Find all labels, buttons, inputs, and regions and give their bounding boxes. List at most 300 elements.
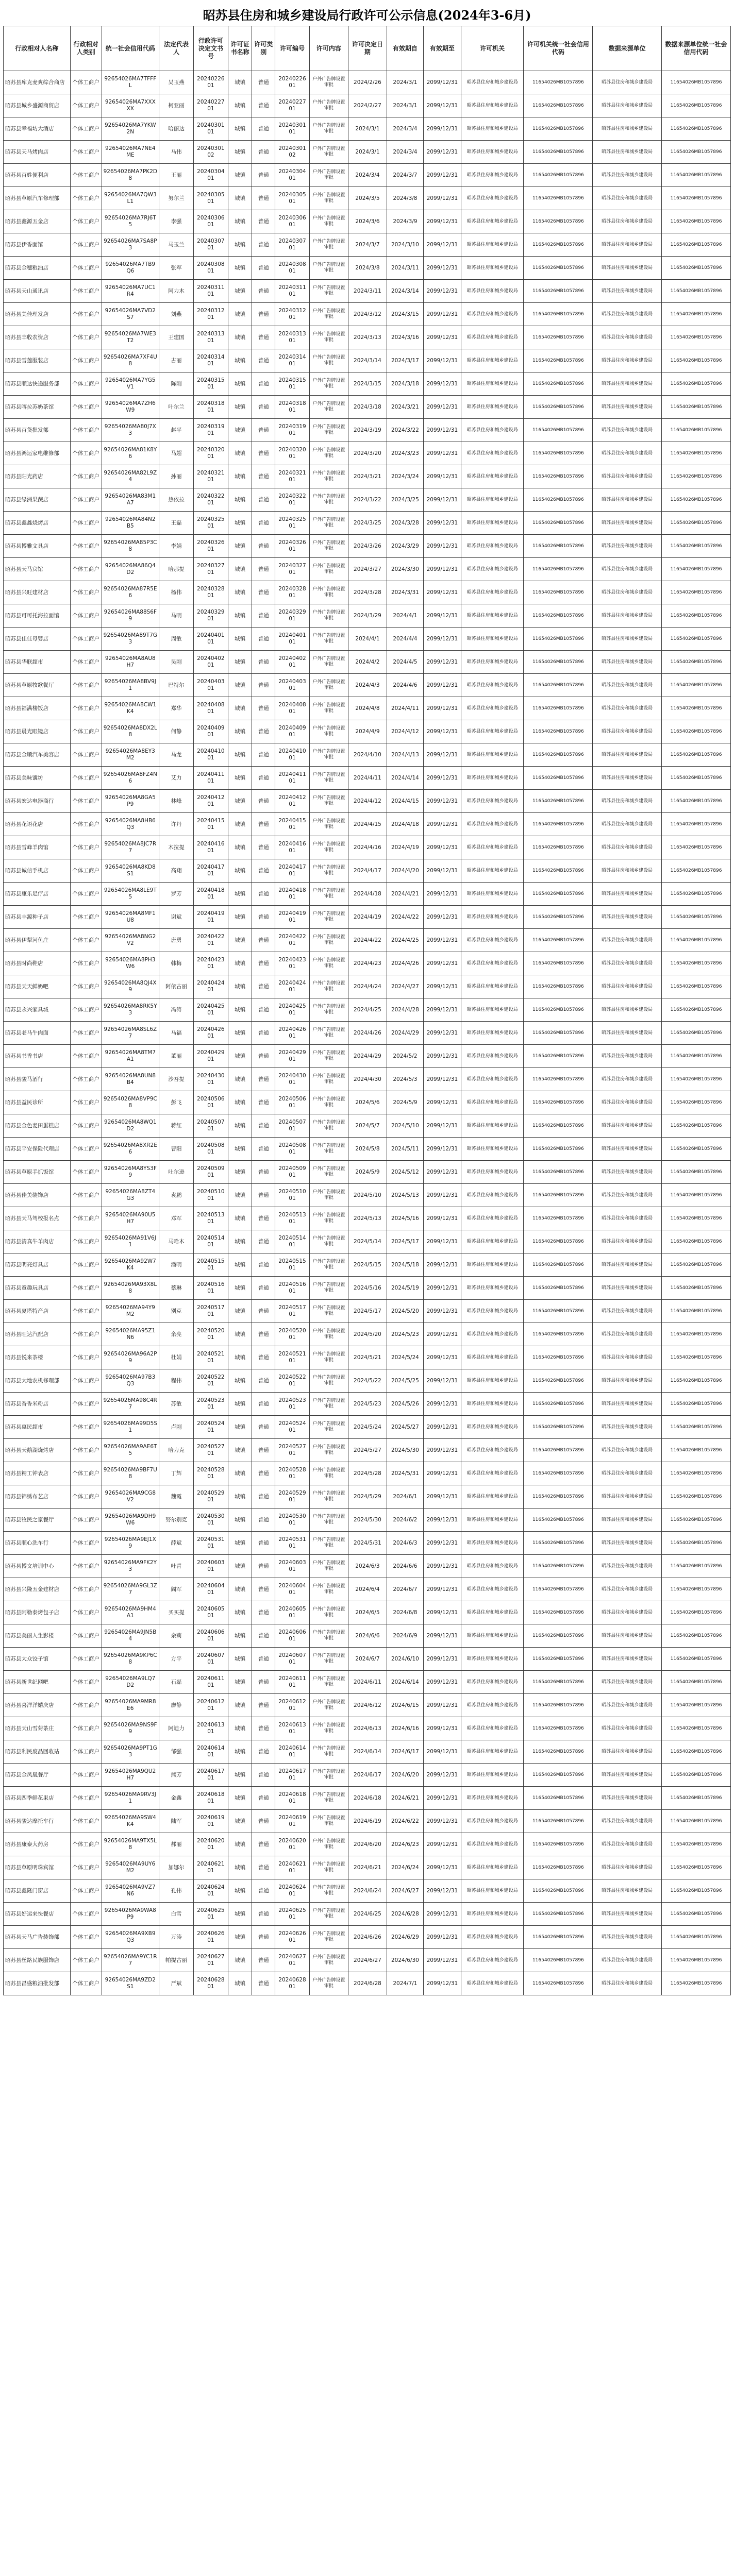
table-cell: 户外广告牌设置审批 bbox=[309, 210, 348, 233]
table-row bbox=[4, 1369, 731, 1393]
table-cell: 2024041201 bbox=[193, 790, 228, 813]
table-cell: 2024052901 bbox=[275, 1485, 310, 1509]
table-cell: 城镇 bbox=[228, 512, 252, 535]
table-cell: 昭苏县顺达快递服务部 bbox=[4, 372, 71, 396]
table-cell: 2024/3/31 bbox=[387, 581, 423, 604]
table-cell: 个体工商户 bbox=[70, 465, 102, 488]
table-cell: 11654026MB1057896 bbox=[524, 1648, 593, 1671]
table-cell: 2024060701 bbox=[193, 1648, 228, 1671]
table-cell: 11654026MB1057896 bbox=[662, 1207, 731, 1230]
table-cell: 普通 bbox=[252, 929, 275, 952]
table-cell: 2024052701 bbox=[193, 1439, 228, 1462]
table-cell: 11654026MB1057896 bbox=[524, 1810, 593, 1833]
table-cell: 2099/12/31 bbox=[423, 1578, 461, 1601]
table-cell: 昭苏县鸿运家电维修部 bbox=[4, 442, 71, 465]
table-cell: 2024030701 bbox=[275, 233, 310, 257]
table-cell: 2024/6/11 bbox=[348, 1671, 387, 1694]
table-cell: 昭苏县住房和城乡建设局 bbox=[593, 535, 662, 558]
table-cell: 普通 bbox=[252, 419, 275, 442]
table-cell: 2024032901 bbox=[193, 604, 228, 628]
table-cell: 92654026MA8CW1K4 bbox=[102, 697, 159, 720]
table-cell: 92654026MA88S6F9 bbox=[102, 604, 159, 628]
table-cell: 昭苏县住房和城乡建设局 bbox=[593, 465, 662, 488]
table-cell: 普通 bbox=[252, 488, 275, 512]
table-cell: 11654026MB1057896 bbox=[662, 604, 731, 628]
table-row bbox=[4, 604, 731, 628]
table-cell: 廖静 bbox=[159, 1694, 194, 1717]
table-cell: 普通 bbox=[252, 1694, 275, 1717]
table-cell: 李强 bbox=[159, 210, 194, 233]
table-cell: 昭苏县住房和城乡建设局 bbox=[593, 257, 662, 280]
table-cell: 2099/12/31 bbox=[423, 1485, 461, 1509]
table-cell: 普通 bbox=[252, 1555, 275, 1578]
table-cell: 2099/12/31 bbox=[423, 1114, 461, 1138]
table-cell: 2024051501 bbox=[193, 1253, 228, 1277]
table-cell: 2024041101 bbox=[275, 767, 310, 790]
table-cell: 昭苏县住房和城乡建设局 bbox=[593, 512, 662, 535]
table-cell: 昭苏县住房和城乡建设局 bbox=[461, 1138, 524, 1161]
table-cell: 个体工商户 bbox=[70, 1277, 102, 1300]
table-cell: 11654026MB1057896 bbox=[662, 790, 731, 813]
table-cell: 昭苏县住房和城乡建设局 bbox=[593, 1346, 662, 1369]
table-cell: 2024/3/1 bbox=[387, 94, 423, 117]
table-cell: 昭苏县喜洋洋婚庆店 bbox=[4, 1694, 71, 1717]
table-cell: 2024/6/14 bbox=[348, 1740, 387, 1764]
table-cell: 昭苏县福满楼饭店 bbox=[4, 697, 71, 720]
table-cell: 城镇 bbox=[228, 535, 252, 558]
table-cell: 户外广告牌设置审批 bbox=[309, 674, 348, 697]
table-row bbox=[4, 906, 731, 929]
table-cell: 11654026MB1057896 bbox=[662, 141, 731, 164]
table-cell: 11654026MB1057896 bbox=[662, 1230, 731, 1253]
table-row bbox=[4, 1230, 731, 1253]
table-cell: 92654026MA7PK2D8 bbox=[102, 164, 159, 187]
table-cell: 户外广告牌设置审批 bbox=[309, 164, 348, 187]
table-cell: 昭苏县住房和城乡建设局 bbox=[461, 1462, 524, 1485]
table-cell: 2024031801 bbox=[275, 396, 310, 419]
table-cell: 2024062001 bbox=[275, 1833, 310, 1856]
table-cell: 2024062501 bbox=[193, 1903, 228, 1926]
table-cell: 11654026MB1057896 bbox=[662, 349, 731, 372]
table-cell: 2024/4/15 bbox=[348, 813, 387, 836]
table-cell: 2024032501 bbox=[193, 512, 228, 535]
table-row bbox=[4, 1648, 731, 1671]
table-cell: 个体工商户 bbox=[70, 280, 102, 303]
table-cell: 92654026MA80J7X3 bbox=[102, 419, 159, 442]
table-cell: 昭苏县住房和城乡建设局 bbox=[461, 1578, 524, 1601]
table-cell: 昭苏县住房和城乡建设局 bbox=[461, 929, 524, 952]
table-cell: 11654026MB1057896 bbox=[524, 1694, 593, 1717]
table-cell: 11654026MB1057896 bbox=[662, 1022, 731, 1045]
table-cell: 昭苏县草原明珠宾馆 bbox=[4, 1856, 71, 1879]
table-cell: 2099/12/31 bbox=[423, 1648, 461, 1671]
table-cell: 2099/12/31 bbox=[423, 859, 461, 883]
table-cell: 11654026MB1057896 bbox=[662, 1369, 731, 1393]
table-cell: 昭苏县住房和城乡建设局 bbox=[593, 1509, 662, 1532]
table-cell: 昭苏县住房和城乡建设局 bbox=[461, 651, 524, 674]
table-cell: 昭苏县天天鲜奶吧 bbox=[4, 975, 71, 998]
table-cell: 2099/12/31 bbox=[423, 1184, 461, 1207]
table-cell: 2024/4/27 bbox=[387, 975, 423, 998]
table-cell: 昭苏县书香书店 bbox=[4, 1045, 71, 1068]
table-cell: 城镇 bbox=[228, 720, 252, 743]
table-cell: 2024/3/23 bbox=[387, 442, 423, 465]
table-cell: 11654026MB1057896 bbox=[524, 1856, 593, 1879]
table-cell: 2024/6/21 bbox=[387, 1787, 423, 1810]
table-row bbox=[4, 1926, 731, 1949]
table-cell: 个体工商户 bbox=[70, 651, 102, 674]
table-cell: 王丽 bbox=[159, 164, 194, 187]
table-cell: 2024041001 bbox=[275, 743, 310, 767]
table-cell: 2099/12/31 bbox=[423, 465, 461, 488]
table-cell: 普通 bbox=[252, 233, 275, 257]
table-row bbox=[4, 859, 731, 883]
table-cell: 昭苏县悦来茶楼 bbox=[4, 1346, 71, 1369]
table-cell: 罗芳 bbox=[159, 883, 194, 906]
table-row bbox=[4, 1856, 731, 1879]
table-cell: 户外广告牌设置审批 bbox=[309, 836, 348, 859]
table-cell: 2024030801 bbox=[275, 257, 310, 280]
table-cell: 个体工商户 bbox=[70, 883, 102, 906]
table-cell: 2099/12/31 bbox=[423, 512, 461, 535]
table-cell: 个体工商户 bbox=[70, 303, 102, 326]
table-cell: 昭苏县住房和城乡建设局 bbox=[461, 767, 524, 790]
table-cell: 92654026MA9BF7U8 bbox=[102, 1462, 159, 1485]
table-cell: 2024/6/12 bbox=[348, 1694, 387, 1717]
table-cell: 2024042501 bbox=[275, 998, 310, 1022]
table-cell: 普通 bbox=[252, 94, 275, 117]
table-cell: 马超 bbox=[159, 442, 194, 465]
table-cell: 2024/5/21 bbox=[348, 1346, 387, 1369]
table-cell: 2024052201 bbox=[275, 1369, 310, 1393]
table-cell: 11654026MB1057896 bbox=[662, 1439, 731, 1462]
table-cell: 昭苏县住房和城乡建设局 bbox=[593, 1416, 662, 1439]
table-cell: 普通 bbox=[252, 558, 275, 581]
table-cell: 2024041801 bbox=[193, 883, 228, 906]
table-cell: 92654026MA8JC7R7 bbox=[102, 836, 159, 859]
table-cell: 普通 bbox=[252, 581, 275, 604]
table-cell: 2024/4/20 bbox=[387, 859, 423, 883]
table-cell: 城镇 bbox=[228, 813, 252, 836]
table-cell: 2024/4/16 bbox=[348, 836, 387, 859]
table-cell: 普通 bbox=[252, 1810, 275, 1833]
table-cell: 户外广告牌设置审批 bbox=[309, 1346, 348, 1369]
table-cell: 昭苏县时尚鞋店 bbox=[4, 952, 71, 975]
table-cell: 昭苏县住房和城乡建设局 bbox=[593, 349, 662, 372]
table-cell: 个体工商户 bbox=[70, 581, 102, 604]
table-cell: 11654026MB1057896 bbox=[524, 1764, 593, 1787]
table-cell: 2024/6/24 bbox=[348, 1879, 387, 1903]
table-cell: 2024041801 bbox=[275, 883, 310, 906]
table-cell: 普通 bbox=[252, 1300, 275, 1323]
table-cell: 2024/5/30 bbox=[387, 1439, 423, 1462]
table-cell: 2024040901 bbox=[193, 720, 228, 743]
table-cell: 11654026MB1057896 bbox=[524, 1277, 593, 1300]
table-cell: 92654026MA7YG5V1 bbox=[102, 372, 159, 396]
table-cell: 2024/6/23 bbox=[387, 1833, 423, 1856]
table-cell: 2024041701 bbox=[275, 859, 310, 883]
table-row bbox=[4, 1300, 731, 1323]
table-cell: 普通 bbox=[252, 1138, 275, 1161]
table-cell: 昭苏县住房和城乡建设局 bbox=[461, 535, 524, 558]
table-cell: 个体工商户 bbox=[70, 1207, 102, 1230]
table-cell: 户外广告牌设置审批 bbox=[309, 975, 348, 998]
table-cell: 11654026MB1057896 bbox=[662, 71, 731, 94]
table-cell: 个体工商户 bbox=[70, 628, 102, 651]
table-cell: 92654026MA8BV9J1 bbox=[102, 674, 159, 697]
table-cell: 昭苏县住房和城乡建设局 bbox=[593, 1578, 662, 1601]
table-row bbox=[4, 883, 731, 906]
table-row bbox=[4, 1138, 731, 1161]
table-cell: 昭苏县宏达电器商行 bbox=[4, 790, 71, 813]
table-cell: 个体工商户 bbox=[70, 813, 102, 836]
table-cell: 户外广告牌设置审批 bbox=[309, 488, 348, 512]
table-cell: 城镇 bbox=[228, 1648, 252, 1671]
table-cell: 2024/6/3 bbox=[348, 1555, 387, 1578]
table-cell: 普通 bbox=[252, 975, 275, 998]
table-cell: 普通 bbox=[252, 1717, 275, 1740]
table-cell: 11654026MB1057896 bbox=[662, 836, 731, 859]
table-cell: 普通 bbox=[252, 1045, 275, 1068]
table-cell: 户外广告牌设置审批 bbox=[309, 1393, 348, 1416]
table-cell: 买买提 bbox=[159, 1601, 194, 1624]
table-cell: 个体工商户 bbox=[70, 1509, 102, 1532]
column-header: 许可证书名称 bbox=[228, 26, 252, 71]
table-cell: 92654026MA97B3Q3 bbox=[102, 1369, 159, 1393]
table-cell: 热依拉 bbox=[159, 488, 194, 512]
table-cell: 2024/6/19 bbox=[348, 1810, 387, 1833]
table-cell: 董丽 bbox=[159, 1045, 194, 1068]
table-cell: 普通 bbox=[252, 164, 275, 187]
table-cell: 昭苏县住房和城乡建设局 bbox=[593, 929, 662, 952]
table-cell: 普通 bbox=[252, 1671, 275, 1694]
table-cell: 户外广告牌设置审批 bbox=[309, 1810, 348, 1833]
table-cell: 昭苏县伊犁河鱼庄 bbox=[4, 929, 71, 952]
table-cell: 2024030601 bbox=[275, 210, 310, 233]
table-row bbox=[4, 1091, 731, 1114]
table-cell: 2099/12/31 bbox=[423, 743, 461, 767]
table-cell: 2024/5/13 bbox=[387, 1184, 423, 1207]
table-cell: 昭苏县住房和城乡建设局 bbox=[461, 1787, 524, 1810]
table-cell: 11654026MB1057896 bbox=[524, 1230, 593, 1253]
table-cell: 2024/4/2 bbox=[348, 651, 387, 674]
table-cell: 普通 bbox=[252, 257, 275, 280]
table-cell: 92654026MA8VP9C8 bbox=[102, 1091, 159, 1114]
table-cell: 昭苏县康乐足疗店 bbox=[4, 883, 71, 906]
table-cell: 2024060301 bbox=[275, 1555, 310, 1578]
table-cell: 城镇 bbox=[228, 1926, 252, 1949]
table-cell: 普通 bbox=[252, 1230, 275, 1253]
table-cell: 普通 bbox=[252, 1624, 275, 1648]
table-cell: 2024030102 bbox=[193, 141, 228, 164]
table-cell: 城镇 bbox=[228, 349, 252, 372]
table-cell: 92654026MA8SL6Z7 bbox=[102, 1022, 159, 1045]
table-cell: 努尔别克 bbox=[159, 1509, 194, 1532]
table-cell: 2024062701 bbox=[193, 1949, 228, 1972]
table-cell: 昭苏县住房和城乡建设局 bbox=[461, 372, 524, 396]
table-cell: 户外广告牌设置审批 bbox=[309, 628, 348, 651]
table-cell: 昭苏县金色麦田蛋糕店 bbox=[4, 1114, 71, 1138]
table-cell: 11654026MB1057896 bbox=[662, 1949, 731, 1972]
table-cell: 2099/12/31 bbox=[423, 1601, 461, 1624]
table-cell: 城镇 bbox=[228, 1022, 252, 1045]
table-cell: 个体工商户 bbox=[70, 975, 102, 998]
table-cell: 11654026MB1057896 bbox=[662, 1253, 731, 1277]
table-cell: 城镇 bbox=[228, 743, 252, 767]
table-cell: 92654026MA9DH9W6 bbox=[102, 1509, 159, 1532]
table-cell: 城镇 bbox=[228, 975, 252, 998]
table-cell: 昭苏县住房和城乡建设局 bbox=[461, 1624, 524, 1648]
table-cell: 户外广告牌设置审批 bbox=[309, 1509, 348, 1532]
table-cell: 昭苏县百货批发部 bbox=[4, 419, 71, 442]
table-cell: 昭苏县华联超市 bbox=[4, 651, 71, 674]
table-cell: 2024050701 bbox=[193, 1114, 228, 1138]
table-cell: 户外广告牌设置审批 bbox=[309, 813, 348, 836]
table-cell: 2099/12/31 bbox=[423, 836, 461, 859]
table-cell: 2024/4/26 bbox=[387, 952, 423, 975]
table-cell: 2099/12/31 bbox=[423, 442, 461, 465]
table-cell: 个体工商户 bbox=[70, 1717, 102, 1740]
table-cell: 2024/3/17 bbox=[387, 349, 423, 372]
table-cell: 11654026MB1057896 bbox=[524, 396, 593, 419]
table-cell: 11654026MB1057896 bbox=[662, 396, 731, 419]
table-cell: 普通 bbox=[252, 187, 275, 210]
table-cell: 2024/5/7 bbox=[348, 1114, 387, 1138]
table-cell: 11654026MB1057896 bbox=[524, 1462, 593, 1485]
table-cell: 92654026MA90U5H7 bbox=[102, 1207, 159, 1230]
table-cell: 昭苏县住房和城乡建设局 bbox=[461, 1601, 524, 1624]
table-cell: 2024/3/28 bbox=[387, 512, 423, 535]
table-cell: 2024031501 bbox=[193, 372, 228, 396]
table-cell: 昭苏县大众饺子馆 bbox=[4, 1648, 71, 1671]
table-row bbox=[4, 697, 731, 720]
table-cell: 昭苏县住房和城乡建设局 bbox=[461, 396, 524, 419]
table-row bbox=[4, 1045, 731, 1068]
table-cell: 92654026MA8UN8B4 bbox=[102, 1068, 159, 1091]
table-cell: 2099/12/31 bbox=[423, 1300, 461, 1323]
table-cell: 昭苏县住房和城乡建设局 bbox=[461, 1717, 524, 1740]
table-cell: 户外广告牌设置审批 bbox=[309, 535, 348, 558]
table-cell: 城镇 bbox=[228, 1485, 252, 1509]
table-cell: 户外广告牌设置审批 bbox=[309, 1022, 348, 1045]
table-cell: 2099/12/31 bbox=[423, 1439, 461, 1462]
table-cell: 2099/12/31 bbox=[423, 1555, 461, 1578]
table-cell: 城镇 bbox=[228, 1068, 252, 1091]
table-cell: 昭苏县住房和城乡建设局 bbox=[593, 1833, 662, 1856]
table-cell: 2024061301 bbox=[275, 1717, 310, 1740]
table-cell: 普通 bbox=[252, 1068, 275, 1091]
table-cell: 昭苏县住房和城乡建设局 bbox=[461, 1856, 524, 1879]
table-cell: 11654026MB1057896 bbox=[524, 257, 593, 280]
table-cell: 普通 bbox=[252, 1926, 275, 1949]
table-header-row bbox=[4, 26, 731, 71]
table-cell: 户外广告牌设置审批 bbox=[309, 1300, 348, 1323]
table-cell: 个体工商户 bbox=[70, 929, 102, 952]
table-cell: 11654026MB1057896 bbox=[524, 628, 593, 651]
table-cell: 普通 bbox=[252, 349, 275, 372]
table-cell: 2024/3/8 bbox=[387, 187, 423, 210]
table-cell: 城镇 bbox=[228, 141, 252, 164]
table-cell: 户外广告牌设置审批 bbox=[309, 1462, 348, 1485]
table-cell: 昭苏县博雅文具店 bbox=[4, 535, 71, 558]
table-cell: 11654026MB1057896 bbox=[662, 1555, 731, 1578]
table-cell: 金鑫 bbox=[159, 1787, 194, 1810]
table-cell: 2099/12/31 bbox=[423, 1810, 461, 1833]
table-cell: 11654026MB1057896 bbox=[524, 975, 593, 998]
table-cell: 92654026MA8WQ1D2 bbox=[102, 1114, 159, 1138]
table-row bbox=[4, 1462, 731, 1485]
table-cell: 个体工商户 bbox=[70, 1091, 102, 1114]
table-cell: 2024042201 bbox=[193, 929, 228, 952]
table-cell: 2024030101 bbox=[275, 117, 310, 141]
table-cell: 2024/5/15 bbox=[348, 1253, 387, 1277]
table-cell: 普通 bbox=[252, 836, 275, 859]
table-cell: 昭苏县新世纪网吧 bbox=[4, 1671, 71, 1694]
table-cell: 2024041501 bbox=[193, 813, 228, 836]
table-cell: 城镇 bbox=[228, 558, 252, 581]
table-cell: 城镇 bbox=[228, 628, 252, 651]
table-cell: 柯亚丽 bbox=[159, 94, 194, 117]
table-cell: 个体工商户 bbox=[70, 720, 102, 743]
table-cell: 沙吾提 bbox=[159, 1068, 194, 1091]
table-cell: 韩梅 bbox=[159, 952, 194, 975]
table-cell: 2024041601 bbox=[193, 836, 228, 859]
table-cell: 昭苏县鑫源五金店 bbox=[4, 210, 71, 233]
table-cell: 2024060301 bbox=[193, 1555, 228, 1578]
table-cell: 2024051001 bbox=[193, 1184, 228, 1207]
table-cell: 11654026MB1057896 bbox=[524, 674, 593, 697]
table-cell: 昭苏县幸福坊大酒店 bbox=[4, 117, 71, 141]
table-cell: 昭苏县康泰大药房 bbox=[4, 1833, 71, 1856]
table-row bbox=[4, 628, 731, 651]
table-cell: 个体工商户 bbox=[70, 1879, 102, 1903]
table-cell: 个体工商户 bbox=[70, 836, 102, 859]
table-cell: 城镇 bbox=[228, 164, 252, 187]
column-header: 许可类别 bbox=[252, 26, 275, 71]
table-cell: 城镇 bbox=[228, 1138, 252, 1161]
table-cell: 城镇 bbox=[228, 396, 252, 419]
table-cell: 林峰 bbox=[159, 790, 194, 813]
table-cell: 2024/5/23 bbox=[387, 1323, 423, 1346]
table-cell: 2024/3/18 bbox=[348, 396, 387, 419]
table-row bbox=[4, 1439, 731, 1462]
table-row bbox=[4, 1022, 731, 1045]
table-cell: 2024061201 bbox=[193, 1694, 228, 1717]
table-cell: 2024062801 bbox=[193, 1972, 228, 1995]
table-cell: 2024030102 bbox=[275, 141, 310, 164]
table-cell: 熊芳 bbox=[159, 1764, 194, 1787]
table-cell: 昭苏县住房和城乡建设局 bbox=[461, 697, 524, 720]
table-cell: 城镇 bbox=[228, 859, 252, 883]
table-cell: 2024/6/7 bbox=[348, 1648, 387, 1671]
table-cell: 2024/6/8 bbox=[387, 1601, 423, 1624]
table-cell: 个体工商户 bbox=[70, 349, 102, 372]
table-cell: 昭苏县住房和城乡建设局 bbox=[461, 1045, 524, 1068]
table-cell: 昭苏县老马牛肉面 bbox=[4, 1022, 71, 1045]
table-cell: 11654026MB1057896 bbox=[662, 1323, 731, 1346]
table-cell: 2024061201 bbox=[275, 1694, 310, 1717]
table-cell: 昭苏县住房和城乡建设局 bbox=[593, 628, 662, 651]
table-cell: 11654026MB1057896 bbox=[524, 1346, 593, 1369]
table-cell: 2024/6/2 bbox=[387, 1509, 423, 1532]
table-cell: 2024060501 bbox=[193, 1601, 228, 1624]
table-row bbox=[4, 1068, 731, 1091]
table-cell: 昭苏县住房和城乡建设局 bbox=[461, 1068, 524, 1091]
table-cell: 普通 bbox=[252, 1879, 275, 1903]
table-cell: 2024/4/6 bbox=[387, 674, 423, 697]
table-cell: 2024/4/12 bbox=[348, 790, 387, 813]
table-cell: 城镇 bbox=[228, 1903, 252, 1926]
